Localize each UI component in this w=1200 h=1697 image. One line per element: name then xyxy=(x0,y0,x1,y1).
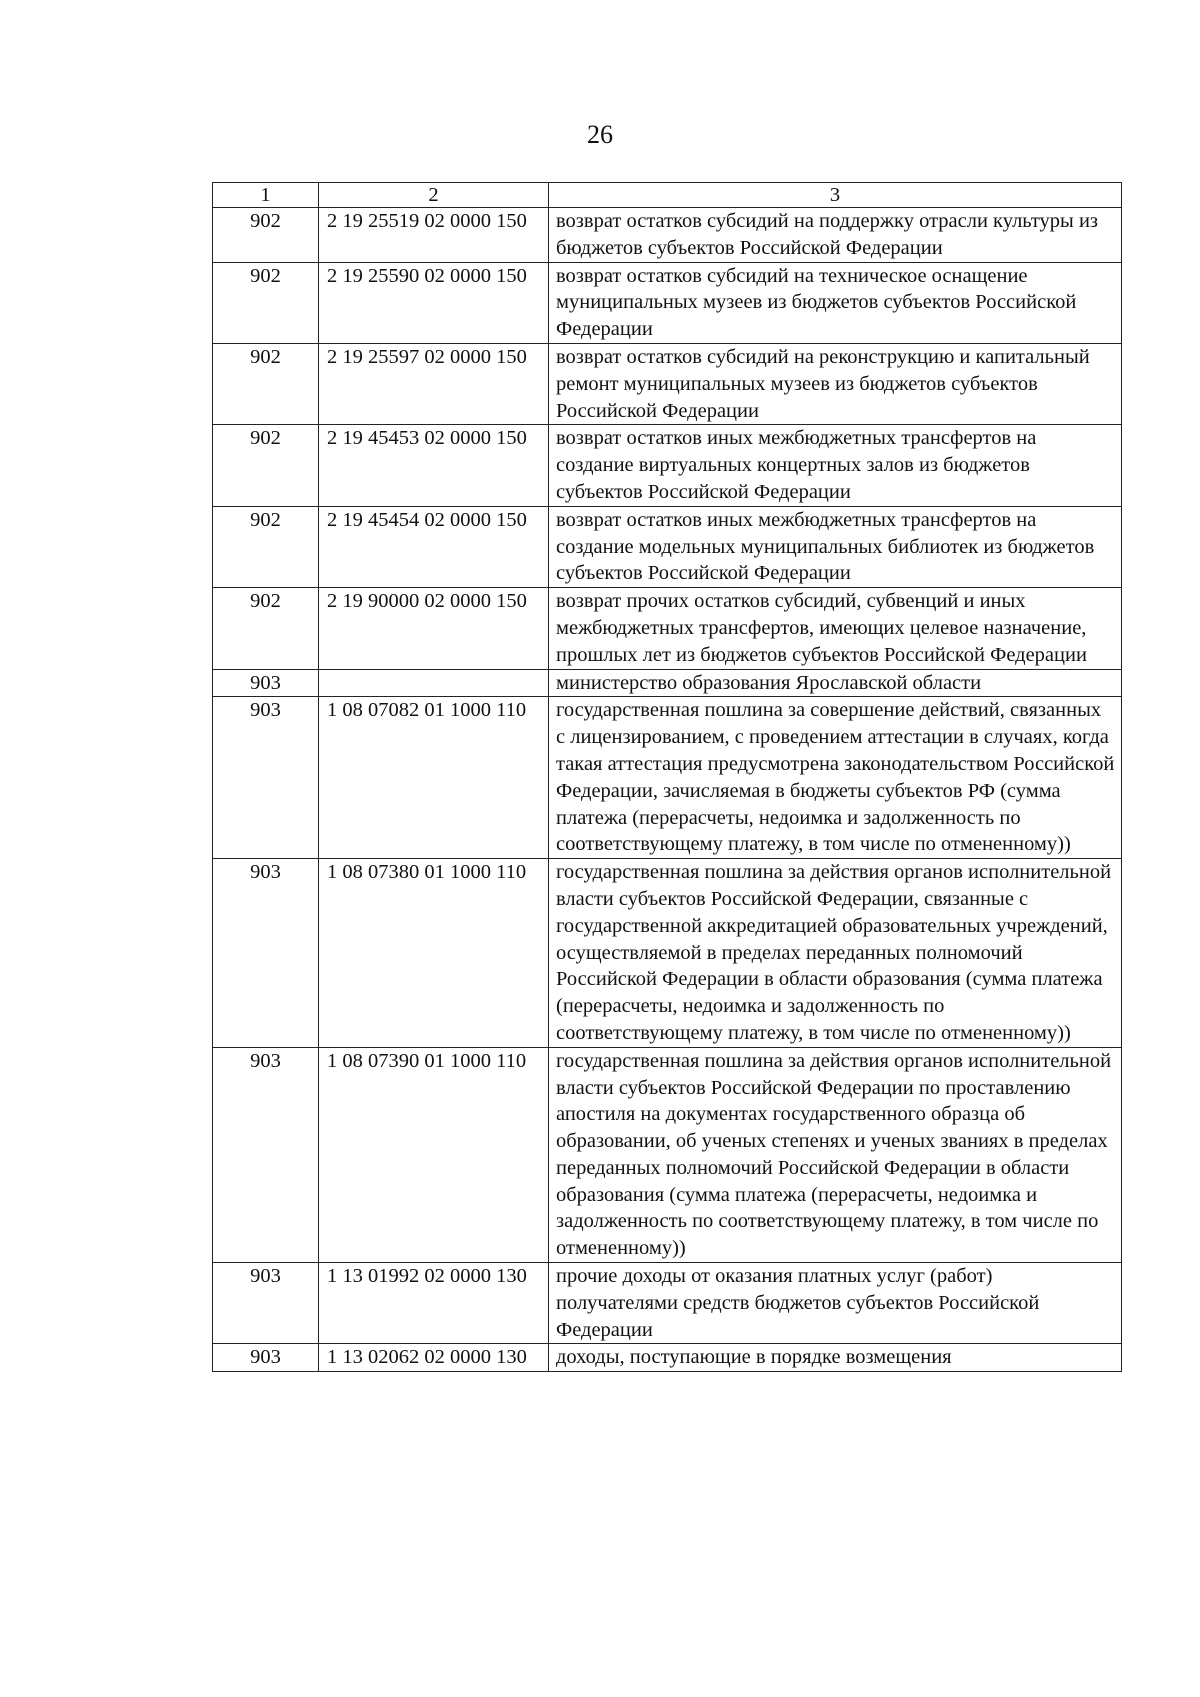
column-header-3: 3 xyxy=(549,183,1122,208)
table-row xyxy=(213,1047,1122,1262)
description-cell: доходы, поступающие в порядке возмещения xyxy=(549,1344,1122,1372)
description-cell: возврат остатков иных межбюджетных трансфертов на создание виртуальных концертных залов из бюджетов субъектов Российской Федерации xyxy=(549,425,1122,506)
table-row xyxy=(213,669,1122,697)
page-number: 26 xyxy=(587,120,613,149)
table-row xyxy=(213,262,1122,343)
table-row xyxy=(213,208,1122,263)
description-cell: министерство образования Ярославской области xyxy=(549,669,1122,697)
column-header-1: 1 xyxy=(213,183,319,208)
budget-code-cell xyxy=(319,669,549,697)
admin-code-cell: 903 xyxy=(213,1047,319,1262)
table-header-row xyxy=(213,183,1122,208)
budget-code-cell: 2 19 25519 02 0000 150 xyxy=(319,208,549,263)
admin-code-cell: 903 xyxy=(213,1263,319,1344)
budget-code-cell: 2 19 90000 02 0000 150 xyxy=(319,588,549,669)
admin-code-cell: 903 xyxy=(213,697,319,859)
admin-code-cell: 903 xyxy=(213,859,319,1048)
budget-code-cell: 1 08 07082 01 1000 110 xyxy=(319,697,549,859)
budget-code-cell: 2 19 45454 02 0000 150 xyxy=(319,506,549,587)
table-row xyxy=(213,859,1122,1048)
admin-code-cell: 902 xyxy=(213,588,319,669)
description-cell: возврат остатков субсидий на техническое оснащение муниципальных музеев из бюджетов субъектов Российской Федерации xyxy=(549,262,1122,343)
admin-code-cell: 903 xyxy=(213,1344,319,1372)
admin-code-cell: 903 xyxy=(213,669,319,697)
description-cell: возврат остатков иных межбюджетных трансфертов на создание модельных муниципальных библиотек из бюджетов субъектов Российской Федерации xyxy=(549,506,1122,587)
description-cell: возврат прочих остатков субсидий, субвенций и иных межбюджетных трансфертов, имеющих целевое назначение, прошлых лет из бюджетов субъектов Российской Федерации xyxy=(549,588,1122,669)
table-row xyxy=(213,1263,1122,1344)
table-row xyxy=(213,697,1122,859)
description-cell: государственная пошлина за действия органов исполнительной власти субъектов Российской Федерации по проставлению апостиля на документах государственного образца об образовании, об ученых степенях и ученых званиях в пределах переданных полномочий Российской Федерации в области образования (сумма платежа (перерасчеты, недоимка и задолженность по соответствующему платежу, в том числе по отмененному)) xyxy=(549,1047,1122,1262)
table-row xyxy=(213,1344,1122,1372)
budget-code-cell: 1 08 07380 01 1000 110 xyxy=(319,859,549,1048)
table-row xyxy=(213,506,1122,587)
admin-code-cell: 902 xyxy=(213,506,319,587)
description-cell: государственная пошлина за совершение действий, связанных с лицензированием, с проведением аттестации в случаях, когда такая аттестация предусмотрена законодательством Российской Федерации, зачисляемая в бюджеты субъектов РФ (сумма платежа (перерасчеты, недоимка и задолженность по соответствующему платежу, в том числе по отмененному)) xyxy=(549,697,1122,859)
description-cell: прочие доходы от оказания платных услуг (работ) получателями средств бюджетов субъектов Российской Федерации xyxy=(549,1263,1122,1344)
admin-code-cell: 902 xyxy=(213,343,319,424)
description-cell: государственная пошлина за действия органов исполнительной власти субъектов Российской Федерации, связанные с государственной аккредитацией образовательных учреждений, осуществляемой в пределах переданных полномочий Российской Федерации в области образования (сумма платежа (перерасчеты, недоимка и задолженность по соответствующему платежу, в том числе по отмененному)) xyxy=(549,859,1122,1048)
budget-code-cell: 1 13 02062 02 0000 130 xyxy=(319,1344,549,1372)
budget-code-cell: 2 19 25597 02 0000 150 xyxy=(319,343,549,424)
budget-code-cell: 1 13 01992 02 0000 130 xyxy=(319,1263,549,1344)
description-cell: возврат остатков субсидий на реконструкцию и капитальный ремонт муниципальных музеев из бюджетов субъектов Российской Федерации xyxy=(549,343,1122,424)
table-row xyxy=(213,425,1122,506)
admin-code-cell: 902 xyxy=(213,262,319,343)
admin-code-cell: 902 xyxy=(213,425,319,506)
table-row xyxy=(213,343,1122,424)
column-header-2: 2 xyxy=(319,183,549,208)
table-row xyxy=(213,588,1122,669)
admin-code-cell: 902 xyxy=(213,208,319,263)
budget-code-cell: 2 19 45453 02 0000 150 xyxy=(319,425,549,506)
description-cell: возврат остатков субсидий на поддержку отрасли культуры из бюджетов субъектов Российской Федерации xyxy=(549,208,1122,263)
budget-code-cell: 2 19 25590 02 0000 150 xyxy=(319,262,549,343)
budget-code-cell: 1 08 07390 01 1000 110 xyxy=(319,1047,549,1262)
budget-codes-table xyxy=(212,182,1122,1372)
